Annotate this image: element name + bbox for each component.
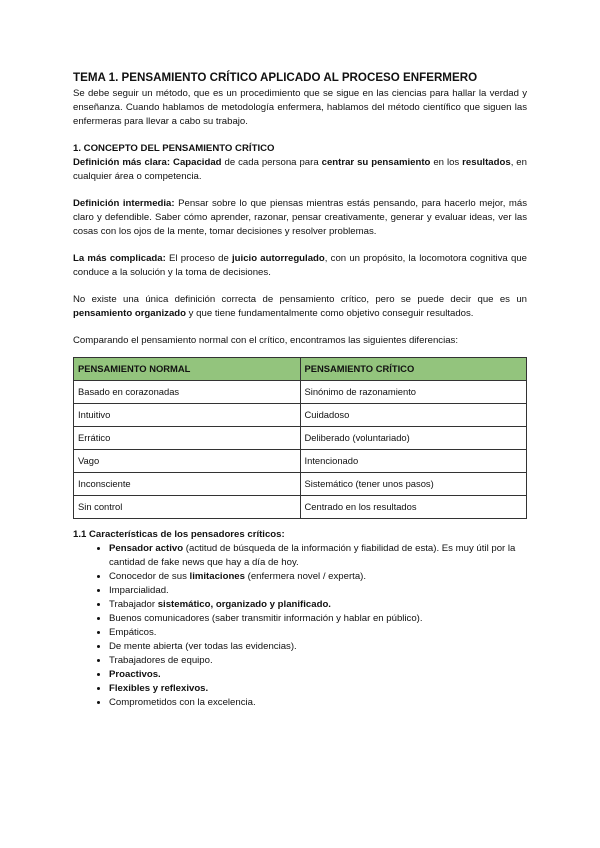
definition-label: La más complicada: — [73, 253, 166, 264]
bold-term: Proactivos. — [109, 669, 161, 680]
spacer — [73, 239, 527, 252]
definition-complex — [73, 252, 527, 280]
bold-term: Flexibles y reflexivos. — [109, 683, 209, 694]
table-cell: Inconsciente — [74, 473, 301, 496]
text: , en cualquier área o competencia. — [73, 157, 527, 182]
page-title: TEMA 1. PENSAMIENTO CRÍTICO APLICADO AL PROCESO ENFERMERO — [73, 71, 478, 84]
spacer — [73, 519, 527, 528]
list-item: • Buenos comunicadores (saber transmitir información y hablar en público). — [109, 612, 527, 626]
table-header-row — [74, 358, 527, 381]
text: (enfermera novel / experta). — [244, 571, 367, 582]
table-row — [74, 381, 527, 404]
table-cell: Sinónimo de razonamiento — [300, 381, 527, 404]
table-cell: Vago — [74, 450, 301, 473]
bold-term: sistemático, organizado y planificado. — [157, 599, 331, 610]
text: en los — [430, 157, 463, 168]
table-cell: Cuidadoso — [300, 404, 527, 427]
bold-term: Capacidad — [173, 157, 222, 168]
no-definition-paragraph — [73, 293, 527, 321]
list-item — [109, 542, 527, 570]
definition-label: Definición intermedia: — [73, 198, 175, 209]
table-row — [74, 450, 527, 473]
document-page — [73, 70, 527, 710]
list-item — [109, 598, 527, 612]
table-cell: Sistemático (tener unos pasos) — [300, 473, 527, 496]
list-item: • Empáticos. — [109, 626, 527, 640]
text: No existe una única definición correcta de pensamiento crítico, pero se puede decir que es un — [73, 294, 527, 305]
subsection-heading: 1.1 Características de los pensadores críticos: — [73, 529, 285, 540]
list-item: • Comprometidos con la excelencia. — [109, 696, 527, 710]
table-row — [74, 496, 527, 519]
section-heading: 1. CONCEPTO DEL PENSAMIENTO CRÍTICO — [73, 143, 275, 154]
text: de cada persona para — [221, 157, 322, 168]
text: y que tiene fundamentalmente como objetivo conseguir resultados. — [186, 308, 474, 319]
text: Pensar sobre lo que piensas mientras estás pensando, para hacerlo mejor, más claro y defendible. Saber cómo aprender, razonar, pensar creativamente, generar y evaluar ideas, ver las cosas con los ojos de la mente, tomar decisiones y resolver problemas. — [73, 198, 527, 237]
table-cell: Deliberado (voluntariado) — [300, 427, 527, 450]
definition-label: Definición más clara: — [73, 157, 171, 168]
bold-term: centrar su pensamiento — [321, 157, 431, 168]
definition-clear — [73, 156, 527, 184]
bold-term: limitaciones — [189, 571, 245, 582]
text: El proceso de — [165, 253, 232, 264]
table-cell: Errático — [74, 427, 301, 450]
list-item — [109, 682, 527, 696]
bold-term: resultados — [462, 157, 511, 168]
intro-paragraph: Se debe seguir un método, que es un procedimiento que se sigue en las ciencias para hallar la verdad y enseñanza. Cuando hablamos de metodología enfermera, hablamos del método científico que siguen las enfermeras para llevar a cabo su trabajo. — [73, 88, 527, 127]
table-cell: Sin control — [74, 496, 301, 519]
bold-term: pensamiento organizado — [73, 308, 187, 319]
table-row — [74, 427, 527, 450]
bold-term: Pensador activo — [109, 543, 184, 554]
list-item — [109, 570, 527, 584]
characteristics-list — [73, 542, 527, 710]
table-header-cell: PENSAMIENTO CRÍTICO — [300, 358, 527, 381]
text: Trabajador — [109, 599, 158, 610]
comparison-table — [73, 357, 527, 519]
table-row — [74, 473, 527, 496]
spacer — [73, 184, 527, 197]
bold-term: juicio autorregulado — [232, 253, 325, 264]
list-item: • De mente abierta (ver todas las evidencias). — [109, 640, 527, 654]
list-item: • Trabajadores de equipo. — [109, 654, 527, 668]
table-cell: Centrado en los resultados — [300, 496, 527, 519]
spacer — [73, 129, 527, 142]
text: (actitud de búsqueda de la información y fiabilidad de esta). Es muy útil por la cantidad de fake news que hay a día de hoy. — [109, 543, 516, 568]
spacer — [73, 321, 527, 334]
definition-intermediate — [73, 197, 527, 239]
table-cell: Basado en corazonadas — [74, 381, 301, 404]
spacer — [73, 280, 527, 293]
list-item — [109, 668, 527, 682]
table-row — [74, 404, 527, 427]
table-header-cell: PENSAMIENTO NORMAL — [74, 358, 301, 381]
list-item: • Imparcialidad. — [109, 584, 527, 598]
text: Conocedor de sus — [109, 571, 190, 582]
text: , con un propósito, la locomotora cognitiva que conduce a la solución y la toma de decisiones. — [73, 253, 527, 278]
table-cell: Intuitivo — [74, 404, 301, 427]
table-cell: Intencionado — [300, 450, 527, 473]
compare-paragraph: Comparando el pensamiento normal con el crítico, encontramos las siguientes diferencias: — [73, 335, 459, 346]
